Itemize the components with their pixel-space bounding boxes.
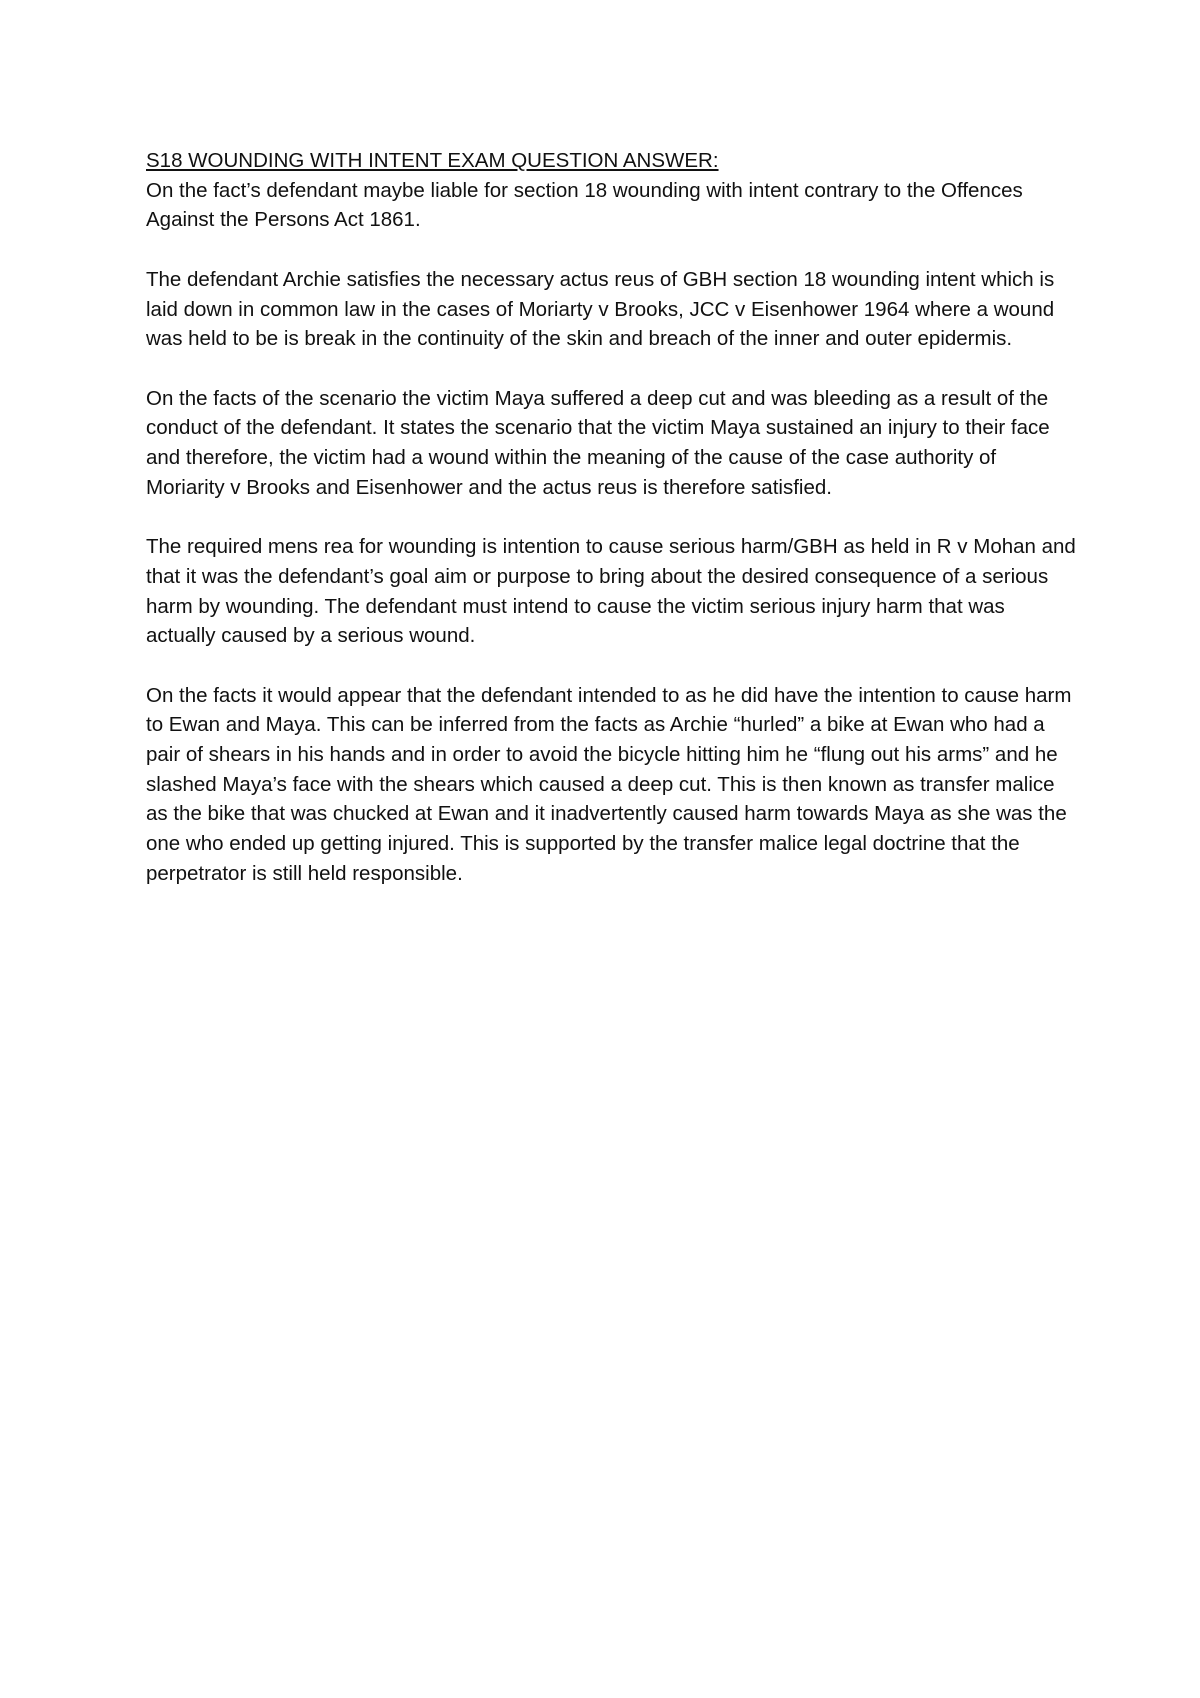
paragraph-facts-wound: On the facts of the scenario the victim Maya suffered a deep cut and was bleeding as a result of the conduct of the defendant. It states the scenario that the victim Maya sustained an injury to their face and therefore, the victim had a wound within the meaning of the cause of the case authority of Moriarity v Brooks and Eisenhower and the actus reus is therefore satisfied. (146, 386, 1050, 499)
paragraph-actus-reus: The defendant Archie satisfies the necessary actus reus of GBH section 18 wounding intent which is laid down in common law in the cases of Moriarty v Brooks, JCC v Eisenhower 1964 where a wound was held to be is break in the continuity of the skin and breach of the inner and outer epidermis. (146, 267, 1055, 351)
document-body (146, 146, 1076, 918)
document-heading: S18 WOUNDING WITH INTENT EXAM QUESTION ANSWER: (146, 149, 719, 172)
paragraph-mens-rea: The required mens rea for wounding is intention to cause serious harm/GBH as held in R v Mohan and that it was the defendant’s goal aim or purpose to bring about the desired consequence of a serious harm by wounding. The defendant must intend to cause the victim serious injury harm that was actually caused by a serious wound. (146, 535, 1076, 648)
paragraph-transfer-malice: On the facts it would appear that the defendant intended to as he did have the intention to cause harm to Ewan and Maya. This can be inferred from the facts as Archie “hurled” a bike at Ewan who had a pair of shears in his hands and in order to avoid the bicycle hitting him he “flung out his arms” and he slashed Maya’s face with the shears which caused a deep cut. This is then known as transfer malice as the bike that was chucked at Ewan and it inadvertently caused harm towards Maya as she was the one who ended up getting injured. This is supported by the transfer malice legal doctrine that the perpetrator is still held responsible. (146, 683, 1072, 885)
paragraph-intro: On the fact’s defendant maybe liable for section 18 wounding with intent contrary to the Offences Against the Persons Act 1861. (146, 178, 1023, 232)
